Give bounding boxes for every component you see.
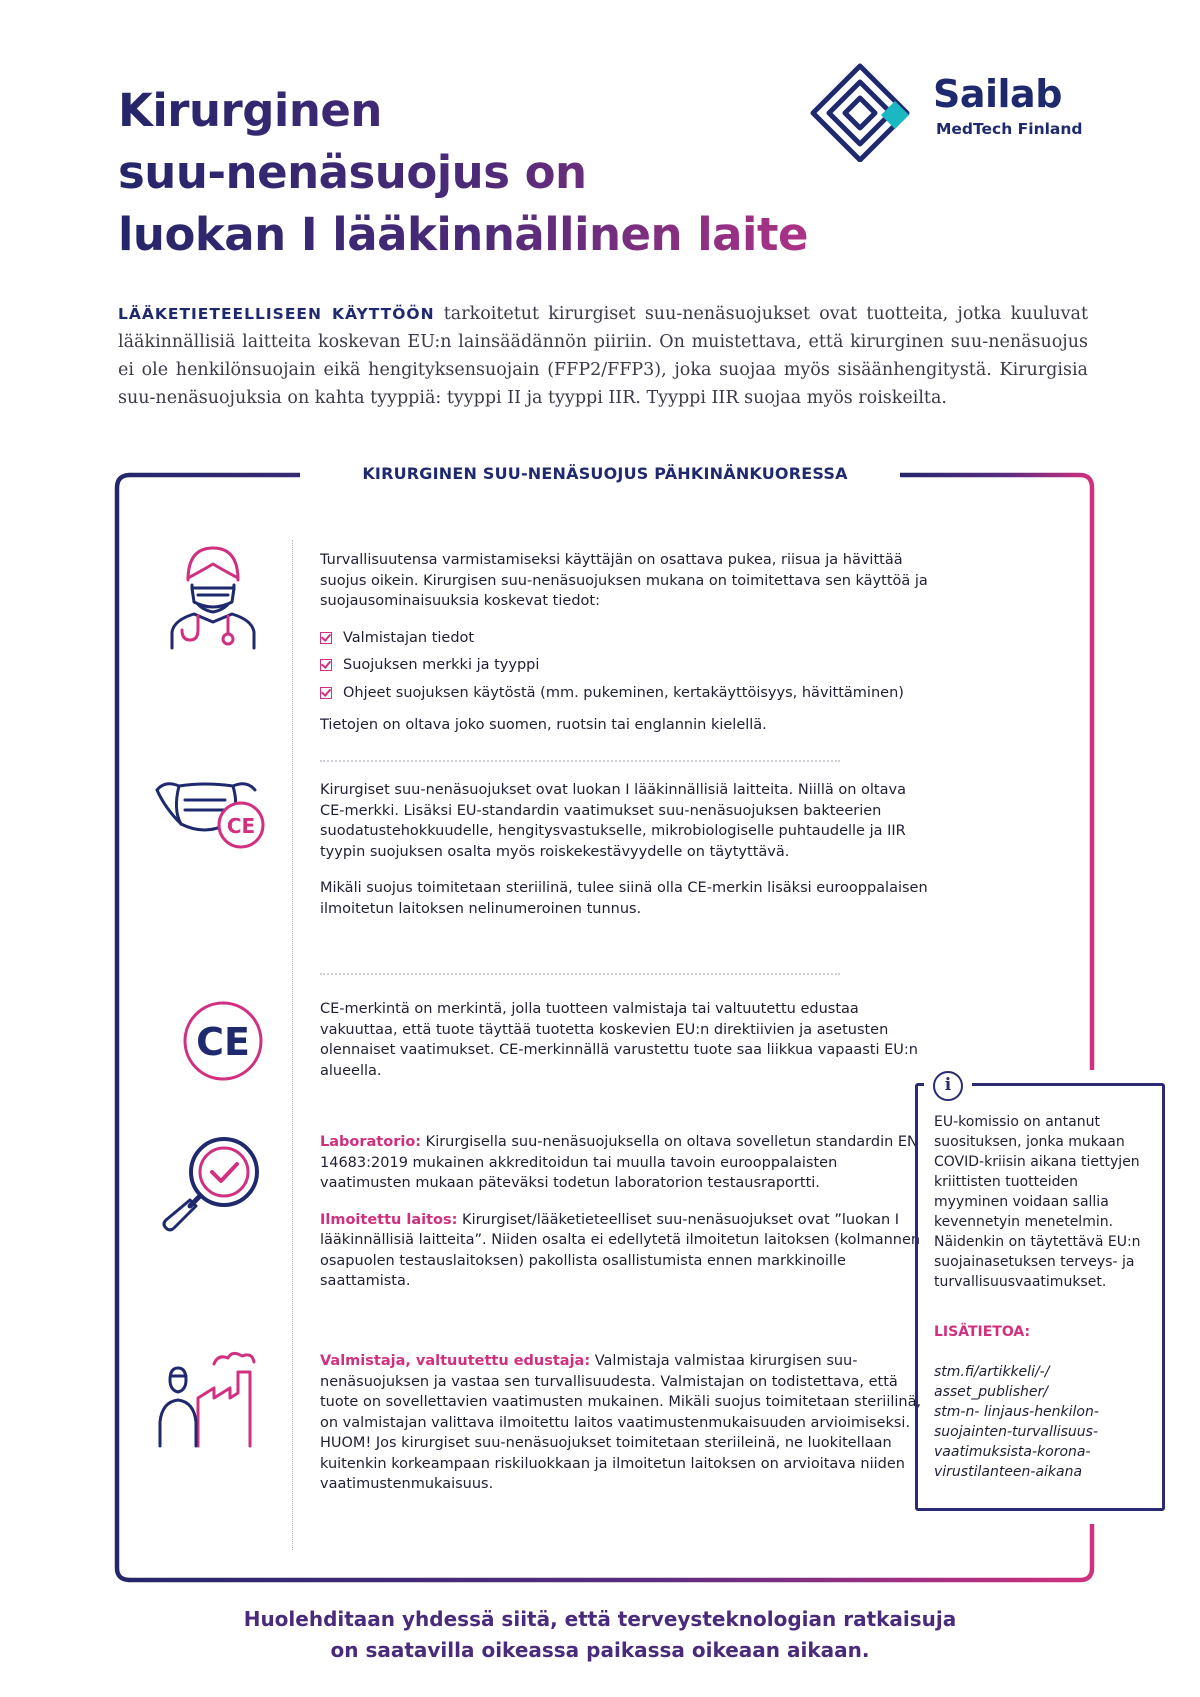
checklist-item-label: Suojuksen merkki ja tyyppi: [343, 657, 540, 673]
checkbox-icon: [320, 687, 332, 699]
logo-subtitle: MedTech Finland: [936, 120, 1083, 138]
title-line-3: luokan I lääkinnällinen laite: [118, 208, 809, 261]
block-3-paragraph: CE-merkintä on merkintä, jolla tuotteen valmistaja tai valtuutettu edustaa vakuuttaa, että tuote täyttää tuotetta koskevien EU:n direktiivien ja asetusten olennaiset vaatimukset. CE-merkinnällä varustettu tuote saa liikkua vapaasti EU:n alueella.: [320, 1001, 918, 1079]
notified-body-paragraph: [320, 1210, 930, 1292]
title-line-1: Kirurginen: [118, 84, 382, 137]
block-2-paragraph-2: Mikäli suojus toimitetaan steriilinä, tulee siinä olla CE-merkin lisäksi eurooppalaisen ilmoitetun laitoksen nelinumeroinen tunnus.: [320, 880, 928, 917]
mask-ce-icon: [155, 780, 267, 850]
checkbox-icon: [320, 659, 332, 671]
block-2-text: [320, 780, 930, 935]
block-1-language-note: Tietojen on oltava joko suomen, ruotsin tai englannin kielellä.: [320, 717, 767, 733]
surgeon-icon: [158, 540, 268, 650]
sailab-logo-mark-icon: [805, 62, 925, 162]
separator: [320, 973, 840, 975]
block-1-text: [320, 550, 930, 752]
info-checklist: [320, 628, 930, 704]
ce-label: CE: [196, 1020, 250, 1064]
sailab-logo: [805, 62, 1095, 162]
block-2-paragraph-1: Kirurgiset suu-nenäsuojukset ovat luokan I lääkinnällisiä laitteita. Niillä on oltava CE-merkki. Lisäksi EU-standardin vaatimukset suu-nenäsuojuksen bakteerien suodatustehokkuudelle, hengitysvastukselle, mikrobiologiselle puhtaudelle ja IIR tyypin suojuksen osalta myös roiskekestävyydelle on täytyttävä.: [320, 782, 906, 860]
footer-line-1: Huolehditaan yhdessä siitä, että terveysteknologian ratkaisuja: [243, 1607, 957, 1631]
ce-label: CE: [226, 814, 256, 838]
manufacturer-paragraph: [320, 1351, 930, 1495]
checkbox-icon: [320, 632, 332, 644]
notified-body-body: Kirurgiset/lääketieteelliset suu-nenäsuojukset ovat ”luokan I lääkinnällisiä laitteita”. Niiden osalta ei edellytetä ilmoitetun laitoksen (kolmannen osapuolen testauslaitoksen) pakollista osallistumista ennen markkinoille saattamista.: [320, 1211, 921, 1289]
info-box-link[interactable]: stm.fi/artikkeli/-/ asset_publisher/ stm-n- linjaus-henkilon- suojainten-turvallisuus- vaatimuksista-korona- virustilanteen-aikana: [934, 1364, 1099, 1480]
block-5-text: [320, 1351, 930, 1511]
info-box-more-label: LISÄTIETOA:: [934, 1324, 1031, 1340]
logo-name: Sailab: [933, 72, 1062, 116]
block-1-paragraph: Turvallisuutensa varmistamiseksi käyttäjän on osattava pukea, riisua ja hävittää suojus oikein. Kirurgisen suu-nenäsuojuksen mukana on toimitettava sen käyttöä ja suojausominaisuuksia koskevat tiedot:: [320, 552, 928, 609]
block-4-text: [320, 1132, 930, 1308]
checklist-item: [320, 655, 930, 676]
checklist-item-label: Ohjeet suojuksen käytöstä (mm. pukeminen, kertakäyttöisyys, hävittäminen): [343, 684, 904, 701]
manufacturer-body: Valmistaja valmistaa kirurgisen suu-nenäsuojuksen ja vastaa sen turvallisuudesta. Valmistajan on todistettava, että tuote on sovellettavien vaatimusten mukainen. Mikäli suojus toimitetaan steriilinä, on valmistajan valittava ilmoitettu laitos vaatimustenmukaisuuden arvioimiseksi. HUOM! Jos kirurgiset suu-nenäsuojukset toimitetaan steriileinä, ne luokitellaan kuitenkin korkeampaan riskiluokkaan ja ilmoitetun laitoksen on arvioitava niiden vaatimustenmukaisuus.: [320, 1353, 922, 1492]
checklist-item: [320, 683, 930, 704]
footer-line-2: on saatavilla oikeassa paikassa oikeaan aikaan.: [330, 1638, 870, 1662]
laboratory-heading: Laboratorio:: [320, 1134, 422, 1150]
laboratory-body: Kirurgisella suu-nenäsuojuksella on oltava sovelletun standardin EN 14683:2019 mukainen akkreditoidun tai muulla tavoin eurooppalaisten vaatimusten mukaan päteväksi todetun laboratorion testausraportti.: [320, 1134, 918, 1191]
ce-mark-icon: [180, 998, 266, 1084]
intro-paragraph: [118, 300, 1088, 412]
vertical-divider: [292, 540, 293, 1550]
page-title: [118, 80, 898, 266]
notified-body-heading: Ilmoitettu laitos:: [320, 1211, 458, 1228]
checklist-item-label: Valmistajan tiedot: [343, 629, 475, 646]
section-title: KIRURGINEN SUU-NENÄSUOJUS PÄHKINÄNKUORESSA: [362, 464, 848, 483]
manufacturer-factory-icon: [158, 1350, 273, 1450]
info-box-text: EU-komissio on antanut suosituksen, jonka mukaan COVID-kriisin aikana tiettyjen kriittisten tuotteiden myyminen voidaan sallia kevennetyin menetelmin. Näidenkin on täytettävä EU:n suojainasetuksen terveys- ja turvallisuusvaatimukset.: [934, 1114, 1141, 1290]
manufacturer-heading: Valmistaja, valtuutettu edustaja:: [320, 1353, 591, 1369]
laboratory-paragraph: [320, 1132, 930, 1194]
info-box: [915, 1075, 1165, 1511]
separator: [320, 760, 840, 762]
info-icon: i: [933, 1071, 963, 1101]
magnifier-check-icon: [160, 1130, 270, 1240]
intro-lead: LÄÄKETIETEELLISEEN KÄYTTÖÖN: [118, 305, 435, 323]
block-3-text: [320, 999, 930, 1097]
title-line-2: suu-nenäsuojus on: [118, 146, 587, 199]
footer-slogan: [150, 1604, 1050, 1666]
checklist-item: [320, 628, 930, 649]
intro-body: tarkoitetut kirurgiset suu-nenäsuojukset ovat tuotteita, jotka kuuluvat lääkinnällisiä laitteita koskevan EU:n lainsäädännön piiriin. On muistettava, että kirurginen suu-nenäsuojus ei ole henkilönsuojain eikä hengityksensuojain (FFP2/FFP3), joka suojaa myös sisäänhengitystä. Kirurgisia suu-nenäsuojuksia on kahta tyyppiä: tyyppi II ja tyyppi IIR. Tyyppi IIR suojaa myös roiskeilta.: [118, 304, 1088, 408]
